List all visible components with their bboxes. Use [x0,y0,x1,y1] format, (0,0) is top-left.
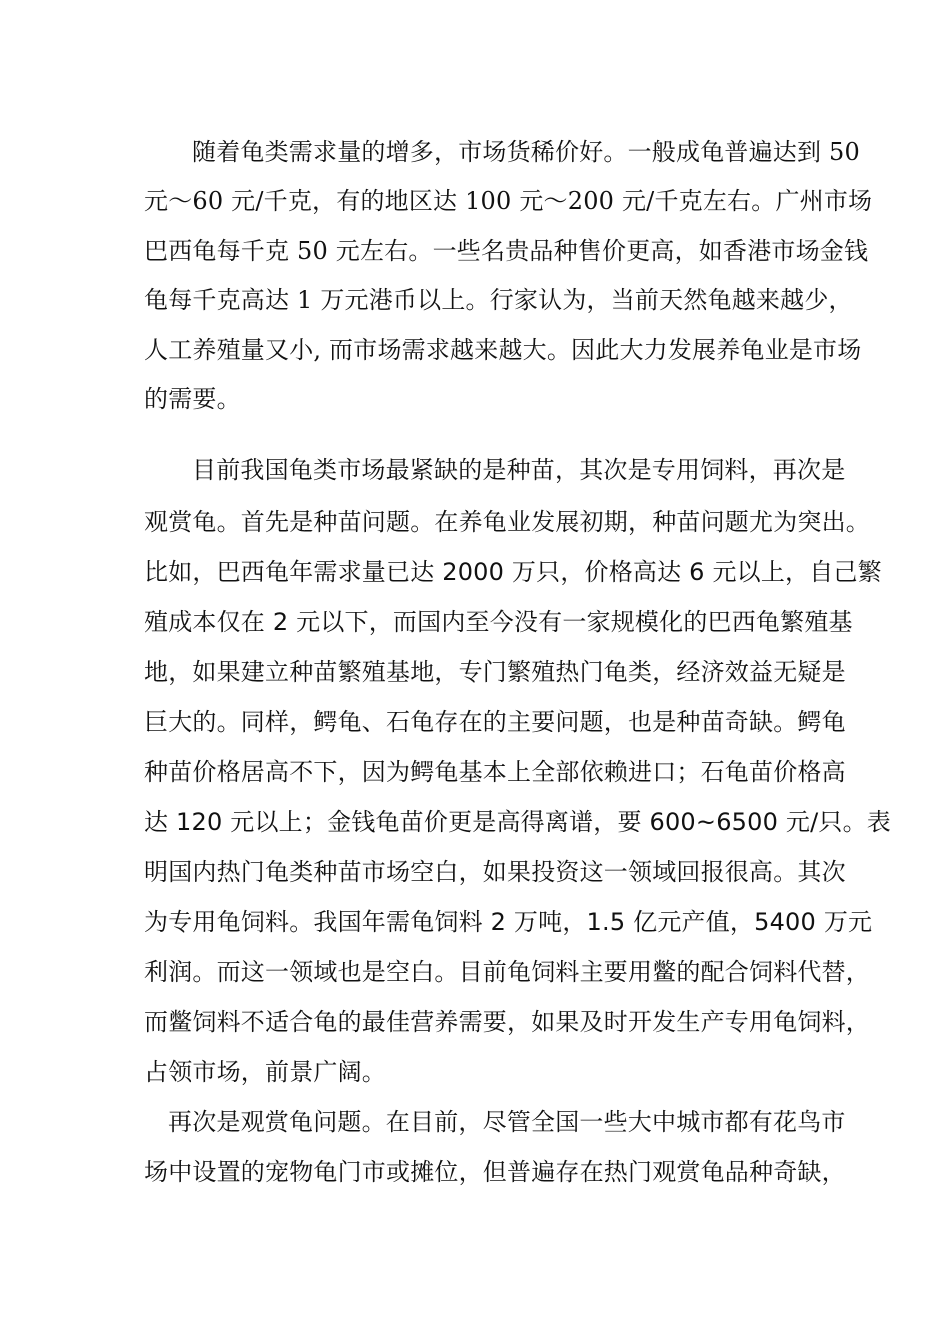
paragraph-line: 随着龟类需求量的增多，市场货稀价好。一般成龟普遍达到 50 [192,138,860,166]
paragraph-line: 殖成本仅在 2 元以下，而国内至今没有一家规模化的巴西龟繁殖基 [144,608,853,636]
paragraph-line: 地，如果建立种苗繁殖基地，专门繁殖热门龟类，经济效益无疑是 [144,658,846,686]
paragraph-line: 目前我国龟类市场最紧缺的是种苗，其次是专用饲料，再次是 [192,456,846,484]
paragraph-line: 占领市场，前景广阔。 [144,1058,386,1086]
paragraph-line: 种苗价格居高不下，因为鳄龟基本上全部依赖进口；石龟苗价格高 [144,758,846,786]
paragraph-line: 龟每千克高达 1 万元港币以上。行家认为，当前天然龟越来越少， [144,286,853,314]
paragraph-line: 比如，巴西龟年需求量已达 2000 万只，价格高达 6 元以上，自己繁 [144,558,882,586]
paragraph-line: 人工养殖量又小, 而市场需求越来越大。因此大力发展养龟业是市场 [144,336,862,364]
paragraph-line: 而鳖饲料不适合龟的最佳营养需要，如果及时开发生产专用龟饲料， [144,1008,870,1036]
paragraph-line: 为专用龟饲料。我国年需龟饲料 2 万吨，1.5 亿元产值，5400 万元 [144,908,873,936]
paragraph-line: 观赏龟。首先是种苗问题。在养龟业发展初期，种苗问题尤为突出。 [144,508,870,536]
paragraph-line: 的需要。 [144,385,241,413]
paragraph-line: 场中设置的宠物龟门市或摊位，但普遍存在热门观赏龟品种奇缺， [144,1158,846,1186]
paragraph-line: 利润。而这一领域也是空白。目前龟饲料主要用鳖的配合饲料代替， [144,958,870,986]
paragraph-line: 再次是观赏龟问题。在目前，尽管全国一些大中城市都有花鸟市 [168,1108,846,1136]
paragraph-line: 达 120 元以上；金钱龟苗价更是高得离谱，要 600~6500 元/只。表 [144,808,892,836]
paragraph-line: 元～60 元/千克，有的地区达 100 元～200 元/千克左右。广州市场 [144,187,873,215]
paragraph-line: 巨大的。同样，鳄龟、石龟存在的主要问题，也是种苗奇缺。鳄龟 [144,708,846,736]
paragraph-line: 明国内热门龟类种苗市场空白，如果投资这一领域回报很高。其次 [144,858,846,886]
paragraph-line: 巴西龟每千克 50 元左右。一些名贵品种售价更高，如香港市场金钱 [144,237,869,265]
